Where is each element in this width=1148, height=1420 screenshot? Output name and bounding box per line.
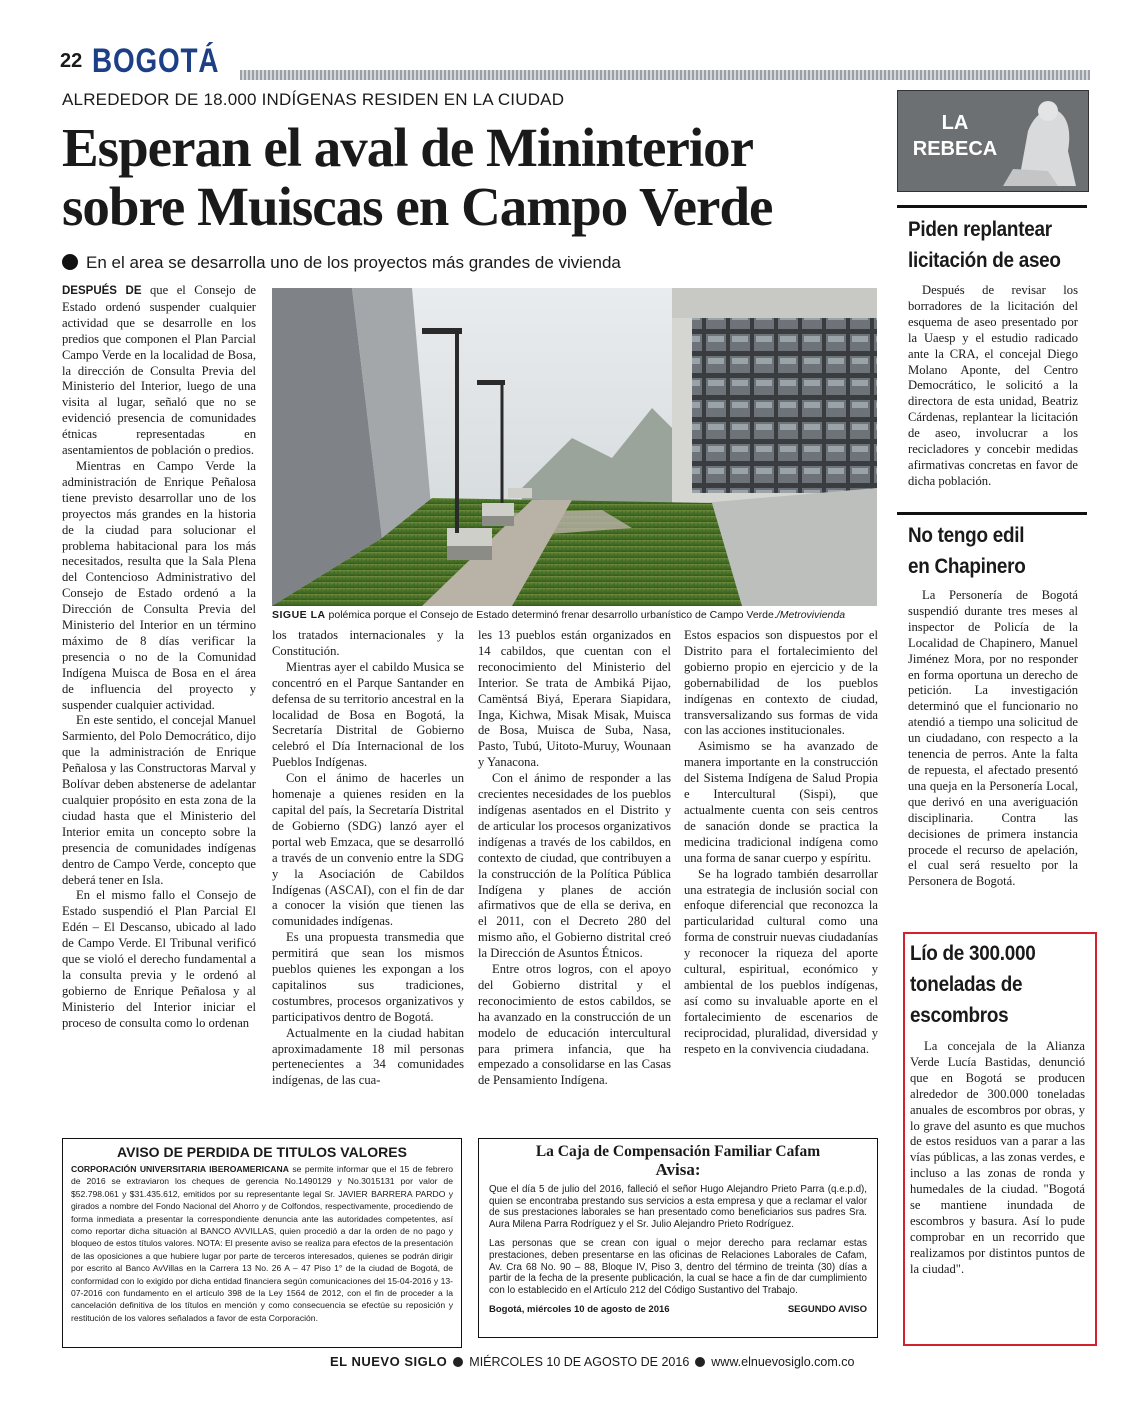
article-paragraph: Mientras ayer el cabildo Musica se concentró en el Parque Santander en defensa de su territorio ancestral en la localidad de Bosa en Bogotá, la Secretaría Distrital de Gobierno celebró el Día Internacional de los Pueblos Indígenas. xyxy=(272,659,464,770)
notice-title: AVISO DE PERDIDA DE TITULOS VALORES xyxy=(117,1144,407,1160)
photo-credit: /Metrovivienda xyxy=(776,609,846,621)
article-paragraph: Estos espacios son dispuestos por el Distrito para el fortalecimiento del gobierno propio en ejercicio y de la gobernabilidad de los pueblos indígenas en contexto de ciudad, transversalizando sus formas de vida con las acciones institucionales. xyxy=(684,628,878,738)
sidebar-item-title xyxy=(910,938,1090,1031)
notice-title: La Caja de Compensación Familiar Cafam xyxy=(535,1143,821,1160)
notice-footer xyxy=(489,1304,867,1315)
subhead-text: En el area se desarrolla uno de los proyectos más grandes de vivienda xyxy=(86,253,621,272)
sidebar-paragraph: La concejala de la Alianza Verde Lucía Bastidas, denunció que en Bogotá se producen alrededor de 300.000 toneladas anuales de escombros por obras, y lo grave del asunto es que muchos de estos residuos van a parar a las vías públicas, a las zonas verdes, e incluso a las zonas de ronda y humedales de la ciudad. "Bogotá se mantiene inundada de escombros y basura. Así lo pude comprobar en un recorrido que realizamos por distintos puntos de la ciudad". xyxy=(910,1039,1085,1276)
sidebar-divider xyxy=(897,205,1087,208)
sidebar-item-title xyxy=(908,214,1088,276)
paragraph-text: que el Consejo de Estado ordenó suspender cualquier actividad que se desarrolle en los predios que componen el Plan Parcial Campo Verde en la localidad de Bosa, la dirección de Consulta Previa del Ministerio del Interior, luego de una visita al lugar, señaló que no se evidenció presencia de comunidades étnicas representadas en asentamientos de población o predios. xyxy=(62,283,256,458)
footer-url: www.elnuevosiglo.com.co xyxy=(711,1355,855,1369)
sidebar-paragraph: Después de revisar los borradores de la licitación del esquema de aseo presentado por la Uaesp y el estudio radicado ante la CRA, el concejal Diego Molano Aponte, del Centro Democrático, le solicitó a la directora de esta unidad, Beatriz Cárdenas, replantear la licitación de aseo, involucrar a los recicladores y concebir medidas afirmativas concretas en favor de dicha población. xyxy=(908,283,1078,488)
sidebar-item-text xyxy=(908,588,1078,890)
title-line: toneladas de xyxy=(910,973,1023,996)
article-paragraph: En el mismo fallo el Consejo de Estado suspendió el Plan Parcial El Edén – El Descanso, ubicado al lado de Campo Verde. El Tribunal verificó que se violó el derecho fundamental a la consulta previa y le ordenó al gobierno de Enrique Peñalosa y al Ministerio del Interior iniciar el proceso de consulta como lo ordenan xyxy=(62,888,256,1030)
title-line: Piden replantear xyxy=(908,218,1052,241)
article-paragraph: los tratados internacionales y la Constitución. xyxy=(272,628,464,658)
notice-body xyxy=(71,1163,453,1324)
sidebar-item-title xyxy=(908,520,1088,582)
photo-caption xyxy=(272,609,877,621)
rooftop-garden-image xyxy=(272,288,877,606)
title-line: No tengo edil xyxy=(908,524,1025,547)
kicker: ALREDEDOR DE 18.000 INDÍGENAS RESIDEN EN LA CIUDAD xyxy=(62,90,565,109)
notice-paragraph: Las personas que se crean con igual o mejor derecho para reclamar estas prestaciones, deben presentarse en las oficinas de Relaciones Laborales de Cafam, Av. Cra 68 No. 90 – 88, Bloque IV, Piso 3, dentro del término de treinta (30) días a partir de la fecha de la presente publicación, la cual se hace a fin de dar cumplimiento con lo establecido en el Artículo 212 del Código Sustantivo del Trabajo. xyxy=(489,1238,867,1296)
article-paragraph: Mientras en Campo Verde la administración de Enrique Peñalosa tiene previsto desarrollar uno de los proyectos más grandes en la historia de la ciudad para solucionar el problema habitacional para los más necesitados, resulta que la Sala Plena del Contencioso Administrativo del Consejo de Estado ordenó a la Dirección de Consulta Previa del Ministerio del Interior en un término máximo de 8 días verificar la presencia o no de la Comunidad Indígena Muisca de Bosa en el área de influencia del proyecto y suspender cualquier actividad. xyxy=(62,458,256,712)
notice-organization: CORPORACIÓN UNIVERSITARIA IBEROAMERICANA xyxy=(71,1164,289,1174)
caption-text: polémica porque el Consejo de Estado determinó frenar desarrollo urbanístico de Campo Verde. xyxy=(325,609,777,621)
header-rule xyxy=(240,70,1090,80)
title-line: en Chapinero xyxy=(908,555,1026,578)
title-line: licitación de aseo xyxy=(908,249,1061,272)
legal-notice-ad xyxy=(62,1138,462,1348)
page-number: 22 xyxy=(60,50,83,72)
bullet-icon xyxy=(695,1357,705,1367)
section-title: BOGOTÁ xyxy=(92,42,220,80)
article-paragraph: Con el ánimo de responder a las crecientes necesidades de los pueblos indígenas asentados en el Distrito y de articular los procesos organizativos indígenas a través de los cabildos, en contexto de ciudad, que contribuyen a la construcción de la Política Pública Indígena y planes de acción afirmativos que de ella se deriva, en el 2011, con el Decreto 280 del mismo año, el Gobierno distrital creó la Dirección de Asuntos Étnicos. xyxy=(478,771,671,961)
column-title xyxy=(900,110,1010,162)
headline-line-2: sobre Muiscas en Campo Verde xyxy=(62,176,773,237)
article-paragraph: Actualmente en la ciudad habitan aproximadamente 18 mil personas pertenecientes a 34 comunidades indígenas, de las cua- xyxy=(272,1025,464,1088)
article-column-3 xyxy=(478,628,671,1089)
notice-paragraph: Que el día 5 de julio del 2016, falleció el señor Hugo Alejandro Prieto Parra (q.e.p.d), quien se encontraba prestando sus servicios a esta empresa y que a reclamar el valor de sus prestaciones laborales se han presentado como beneficiarios sus padres Sra. Aura Milena Parra Rodríguez y el Sr. Julio Alejandro Prieto Rodríguez. xyxy=(489,1184,867,1230)
column-title-line: LA xyxy=(941,112,969,134)
article-paragraph xyxy=(62,283,256,459)
article-paragraph: Entre otros logros, con el apoyo del Gobierno distrital y el reconocimiento de estos cabildos, se ha avanzado en la construcción de un modelo de educación intercultural para primera infancia, que ha empezado a consolidarse en las Casas de Pensamiento Indígena. xyxy=(478,962,671,1088)
page-footer xyxy=(330,1354,854,1369)
notice-date: Bogotá, miércoles 10 de agosto de 2016 xyxy=(489,1304,670,1316)
cafam-notice-ad xyxy=(478,1138,878,1338)
article-paragraph: les 13 pueblos están organizados en 14 cabildos, que cuentan con el reconocimiento del Ministerio del Interior. Se trata de Ambiká Pijao, Camëntsá Biyá, Eperara Siapidara, Inga, Kichwa, Misak Misak, Muisca de Bosa, Muisca de Suba, Nasa, Pasto, Tubú, Uitoto-Muruy, Wounaan y Yanacona. xyxy=(478,628,671,770)
footer-date: MIÉRCOLES 10 DE AGOSTO DE 2016 xyxy=(469,1355,690,1369)
newspaper-logo: EL NUEVO SIGLO xyxy=(330,1354,448,1369)
sidebar-paragraph: La Personería de Bogotá suspendió durante tres meses al inspector de Policía de la Localidad de Chapinero, Manuel Jiménez Mora, por no responder en forma oportuna un derecho de petición. La investigación determinó que el funcionario no atendió a tiempo una solicitud de un ciudadano, con respecto a la tenencia de perros. Ante la falta de repuesta, el afectado presentó una queja en la Personería Local, que derivó en una averiguación disciplinaria. Contra las decisiones de primera instancia procede el recurso de apelación, el cual será resuelto por la Personera de Bogotá. xyxy=(908,588,1078,889)
notice-subtitle: Avisa: xyxy=(655,1160,701,1179)
article-paragraph: Asimismo se ha avanzado de manera importante en la construcción del Sistema Indígena de Salud Propia e Intercultural (Sispi), que actualmente cuenta con seis centros de sanación donde se practica la medicina tradicional indígena como una forma de sanar cuerpo y espíritu. xyxy=(684,739,878,865)
headline xyxy=(62,118,882,236)
title-line: escombros xyxy=(910,1004,1009,1027)
article-paragraph: Con el ánimo de hacerles un homenaje a quienes residen en la capital del país, la Secretaría Distrital de Gobierno (SDG) lanzó ayer el portal web Emzaca, que se desarrolló a través de un convenio entre la SDG y la Asociación de Cabildos Indígenas (ASCAI), con el fin de dar a conocer la visión que tienen las comunidades indígenas. xyxy=(272,771,464,929)
notice-text: se permite informar que el 15 de febrero de 2016 se extraviaron los cheques de gerencia No.1490129 y No.3015131 por valor de $52.798.061 y $31.435.612, emitidos por su representante legal Sr. JAVIER BARRERA PARDO y girados a nombre del Fondo Nacional del Ahorro y de Colfondos, respectivamente, procediendo de forma inmediata a presentar la correspondiente denuncia ante las autoridades competentes, así como reportar dicha situación al BANCO AVVILLAS, quien procedió a dar la orden de no pago y bloqueo de estos títulos valores. NOTA: El presente aviso se realiza para efectos de la presentación de las oposiciones a que hubiere lugar por parte de terceros interesados, quienes se podrán dirigir por escrito al Banco AvVillas en la Carrera 13 No. 26 A – 47 Piso 1° de la ciudad de Bogotá, de conformidad con lo exigido por dicha entidad financiera según comunicaciones del 15-04-2016 y 13-07-2016 con fundamento en el artículo 398 de la Ley 1564 de 2012, con el fin de proceder a la cancelación definitiva de los títulos en mención y como consecuencia se efectúe su reposición y restitución de los valores señalados a favor de esta Corporación. xyxy=(71,1164,453,1323)
bullet-icon xyxy=(453,1357,463,1367)
column-title-line: REBECA xyxy=(912,138,998,160)
article-column-2 xyxy=(272,628,464,1089)
notice-label: SEGUNDO AVISO xyxy=(787,1304,867,1316)
sidebar-divider xyxy=(897,512,1087,515)
article-column-1 xyxy=(62,283,256,1032)
sidebar-item-text xyxy=(908,283,1078,490)
subhead xyxy=(62,253,621,273)
article-paragraph: Es una propuesta transmedia que permitirá que sean los mismos pueblos quienes les expongan a los capitalinos sus tradiciones, costumbres, procesos organizativos y participativos dentro de Bogotá. xyxy=(272,930,464,1024)
article-paragraph: Se ha logrado también desarrollar una estrategia de inclusión social con enfoque diferencial que reconozca la particularidad cultural como una forma de construir nuevas ciudadanías y reconocer la riqueza del aporte cultural, espiritual, económico y ambiental de los pueblos indígenas, así como su invaluable aporte en el fortalecimiento de escenarios de reciprocidad, pluralidad, diversidad y respeto en la convivencia ciudadana. xyxy=(684,866,878,1056)
lead-word: DESPUÉS DE xyxy=(62,285,142,297)
title-line: Lío de 300.000 xyxy=(910,942,1036,965)
article-photo xyxy=(272,288,877,606)
article-column-4 xyxy=(684,628,878,1057)
caption-lead: SIGUE LA xyxy=(272,609,326,621)
article-paragraph: En este sentido, el concejal Manuel Sarmiento, del Polo Democrático, dijo que la administración de Enrique Peñalosa y las Constructoras Marval y Bolívar deben abstenerse de adelantar cualquier propósito en esta zona de la ciudad hasta que el Ministerio del Interior emita un concepto sobre la presencia de comunidades indígenas dentro de Campo Verde, concepto que deberá tener en Isla. xyxy=(62,713,256,887)
headline-line-1: Esperan el aval de Mininterior xyxy=(62,117,754,178)
bullet-icon xyxy=(62,254,78,270)
sidebar-item-text xyxy=(910,1039,1085,1278)
